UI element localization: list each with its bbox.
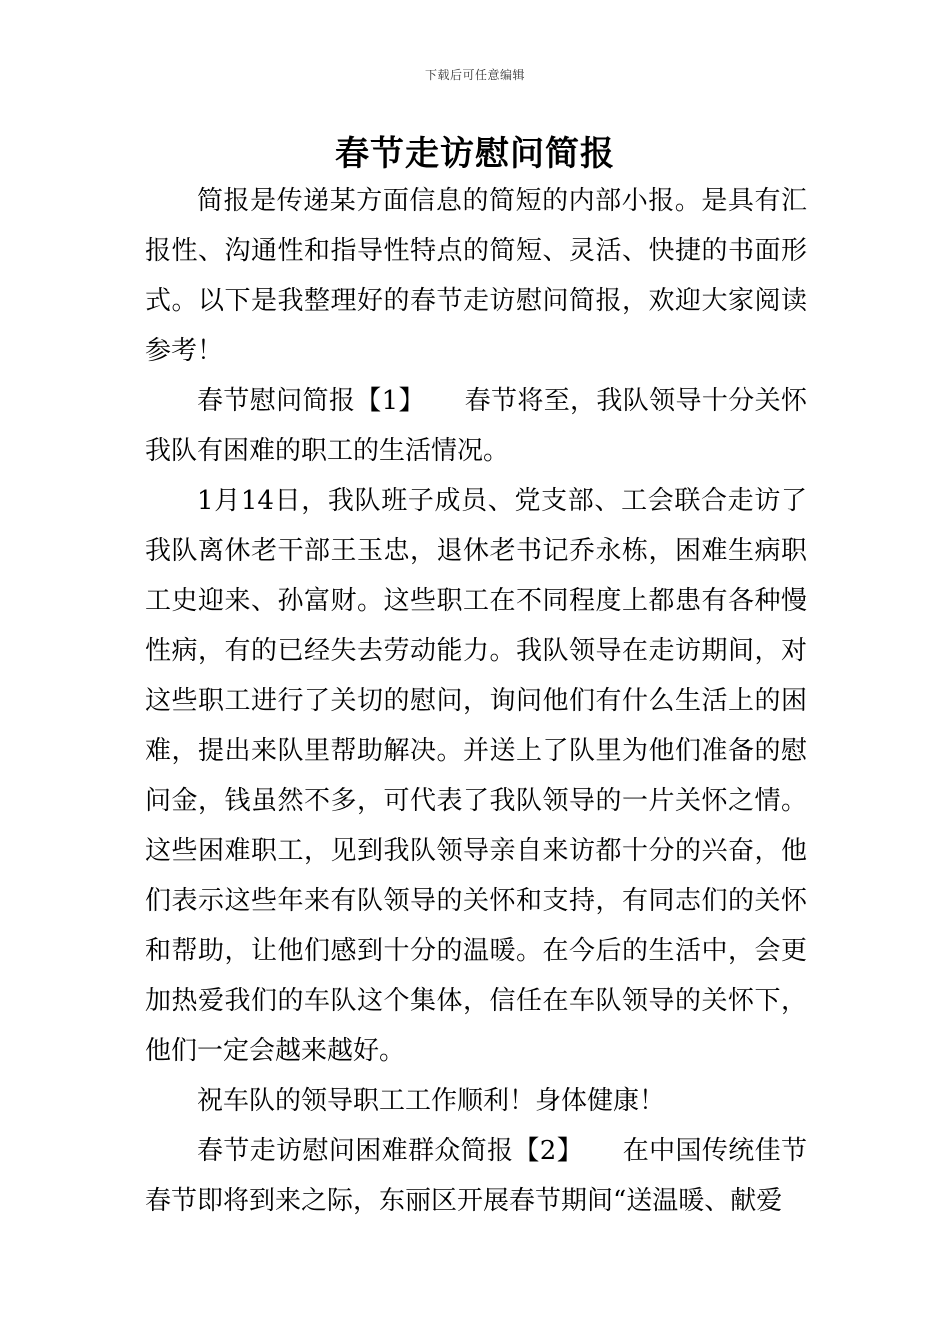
paragraph-intro: 简报是传递某方面信息的简短的内部小报。是具有汇报性、沟通性和指导性特点的简短、灵活、快捷的书面形式。以下是我整理好的春节走访慰问简报，欢迎大家阅读参考！ [145, 186, 807, 366]
document-body [145, 176, 807, 1226]
paragraph-bulletin-1-heading: 春节慰问简报【1】 春节将至，我队领导十分关怀我队有困难的职工的生活情况。 [145, 386, 807, 466]
paragraph-bulletin-2-heading: 春节走访慰问困难群众简报【2】 在中国传统佳节春节即将到来之际，东丽区开展春节期间“送温暖、献爱 [145, 1136, 807, 1216]
document-title: 春节走访慰问简报 [335, 134, 615, 174]
paragraph-bulletin-1-body: 1月14日，我队班子成员、党支部、工会联合走访了我队离休老干部王玉忠，退休老书记乔永栋，困难生病职工史迎来、孙富财。这些职工在不同程度上都患有各种慢性病，有的已经失去劳动能力。我队领导在走访期间，对这些职工进行了关切的慰问，询问他们有什么生活上的困难，提出来队里帮助解决。并送上了队里为他们准备的慰问金，钱虽然不多，可代表了我队领导的一片关怀之情。这些困难职工，见到我队领导亲自来访都十分的兴奋，他们表示这些年来有队领导的关怀和支持，有同志们的关怀和帮助，让他们感到十分的温暖。在今后的生活中，会更加热爱我们的车队这个集体，信任在车队领导的关怀下，他们一定会越来越好。 [145, 486, 807, 1066]
paragraph-wishes: 祝车队的领导职工工作顺利！身体健康！ [197, 1086, 666, 1116]
page-header-note: 下载后可任意编辑 [424, 68, 525, 82]
